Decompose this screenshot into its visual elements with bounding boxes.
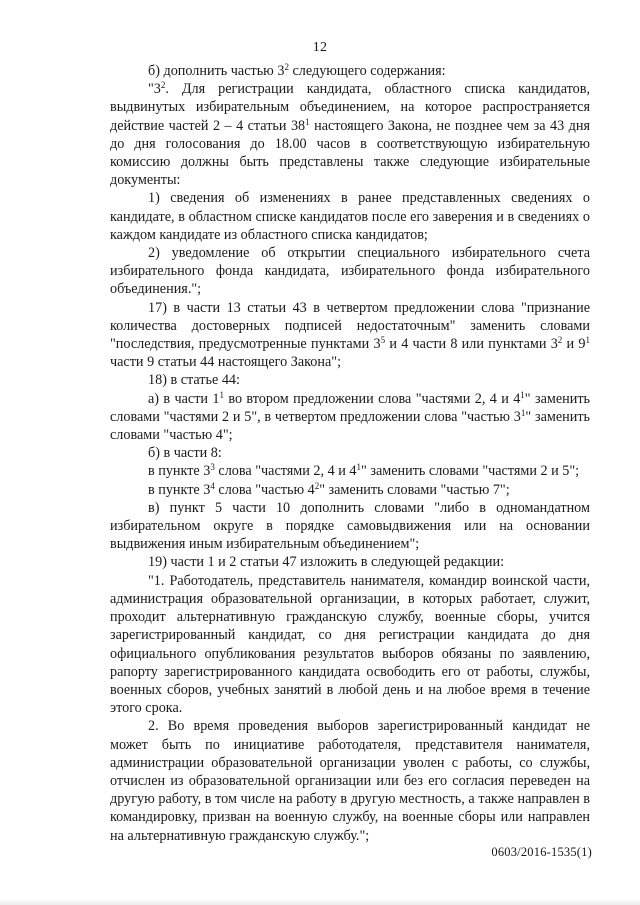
paragraph-p13: "1. Работодатель, представитель нанимателя, командир воинской части, администрация образовательной организации, в которых работает, служит, проходит альтернативную гражданскую службу, военные сборы, учится зарегистрированный кандидат, со дня регистрации кандидата до дня официального опубликования результатов выборов обязаны по заявлению, рапорту зарегистрированного кандидата освободить его от работы, службы, военных сборов, учебных занятий в любой день и на любое время в течение этого срока. xyxy=(110,572,590,717)
paragraph-p12: 19) части 1 и 2 статьи 47 изложить в следующей редакции: xyxy=(148,554,505,571)
paragraph-p7: а) в части $1^1$ во втором предложении слова "частями 2, 4 и $4^1$" заменить словами "частями 2 и 5", в четвертом предложении слова "частью $3^1$" заменить словами "частью 4"; xyxy=(110,389,590,444)
paragraph-p1: б) дополнить частью $3^2$ следующего содержания: xyxy=(148,62,446,79)
document-code: 0603/2016-1535(1) xyxy=(491,845,592,859)
scan-edge-shadow xyxy=(0,899,640,905)
paragraph-p5: 17) в части 13 статьи 43 в четвертом предложении слова "признание количества достоверных подписей недостаточным" заменить словами "последствия, предусмотренные пунктами $3^5$ и 4 части 8 или пунктами $3^2$ и $9^1$ части 9 статьи 44 настоящего Закона"; xyxy=(110,299,591,371)
paragraph-p3: 1) сведения об изменениях в ранее представленных сведениях о кандидате, в областном списке кандидатов после его заверения и в сведениях о каждом кандидате из областного списка кандидатов; xyxy=(110,190,590,243)
paragraph-p9: в пункте $3^3$ слова "частями 2, 4 и $4^1$" заменить словами "частями 2 и 5"; xyxy=(148,462,580,480)
document-body xyxy=(110,62,590,845)
paragraph-p8: б) в части 8: xyxy=(148,445,222,462)
paragraph-p4: 2) уведомление об открытии специального избирательного счета избирательного фонда кандидата, избирательного фонда избирательного объединения."; xyxy=(110,245,590,298)
paragraph-p11: в) пункт 5 части 10 дополнить словами "либо в одномандатном избирательном округе в порядке самовыдвижения или на основании выдвижения иным избирательным объединением"; xyxy=(110,499,590,553)
paragraph-p14: 2. Во время проведения выборов зарегистрированный кандидат не может быть по инициативе работодателя, представителя нанимателя, администрации образовательной организации уволен с работы, со службы, отчислен из образовательной организации или без его согласия переведен на другую работу, в том числе на работу в другую местность, а также направлен в командировку, призван на военную службу, на военные сборы или направлен на альтернативную гражданскую службу."; xyxy=(110,718,590,844)
paragraph-p6: 18) в статье 44: xyxy=(148,372,240,389)
paragraph-p2: "$3^2$. Для регистрации кандидата, областного списка кандидатов, выдвинутых избирательным объединением, на которое распространяется действие частей 2 – 4 статьи $38^1$ настоящего Закона, не позднее чем за 43 дня до дня голосования до 18.00 часов в соответствующую избирательную комиссию должны быть представлены также следующие избирательные документы: xyxy=(110,80,590,189)
page-number: 12 xyxy=(312,40,328,55)
paragraph-p10: в пункте $3^4$ слова "частью $4^2$" заменить словами "частью 7"; xyxy=(148,480,510,498)
